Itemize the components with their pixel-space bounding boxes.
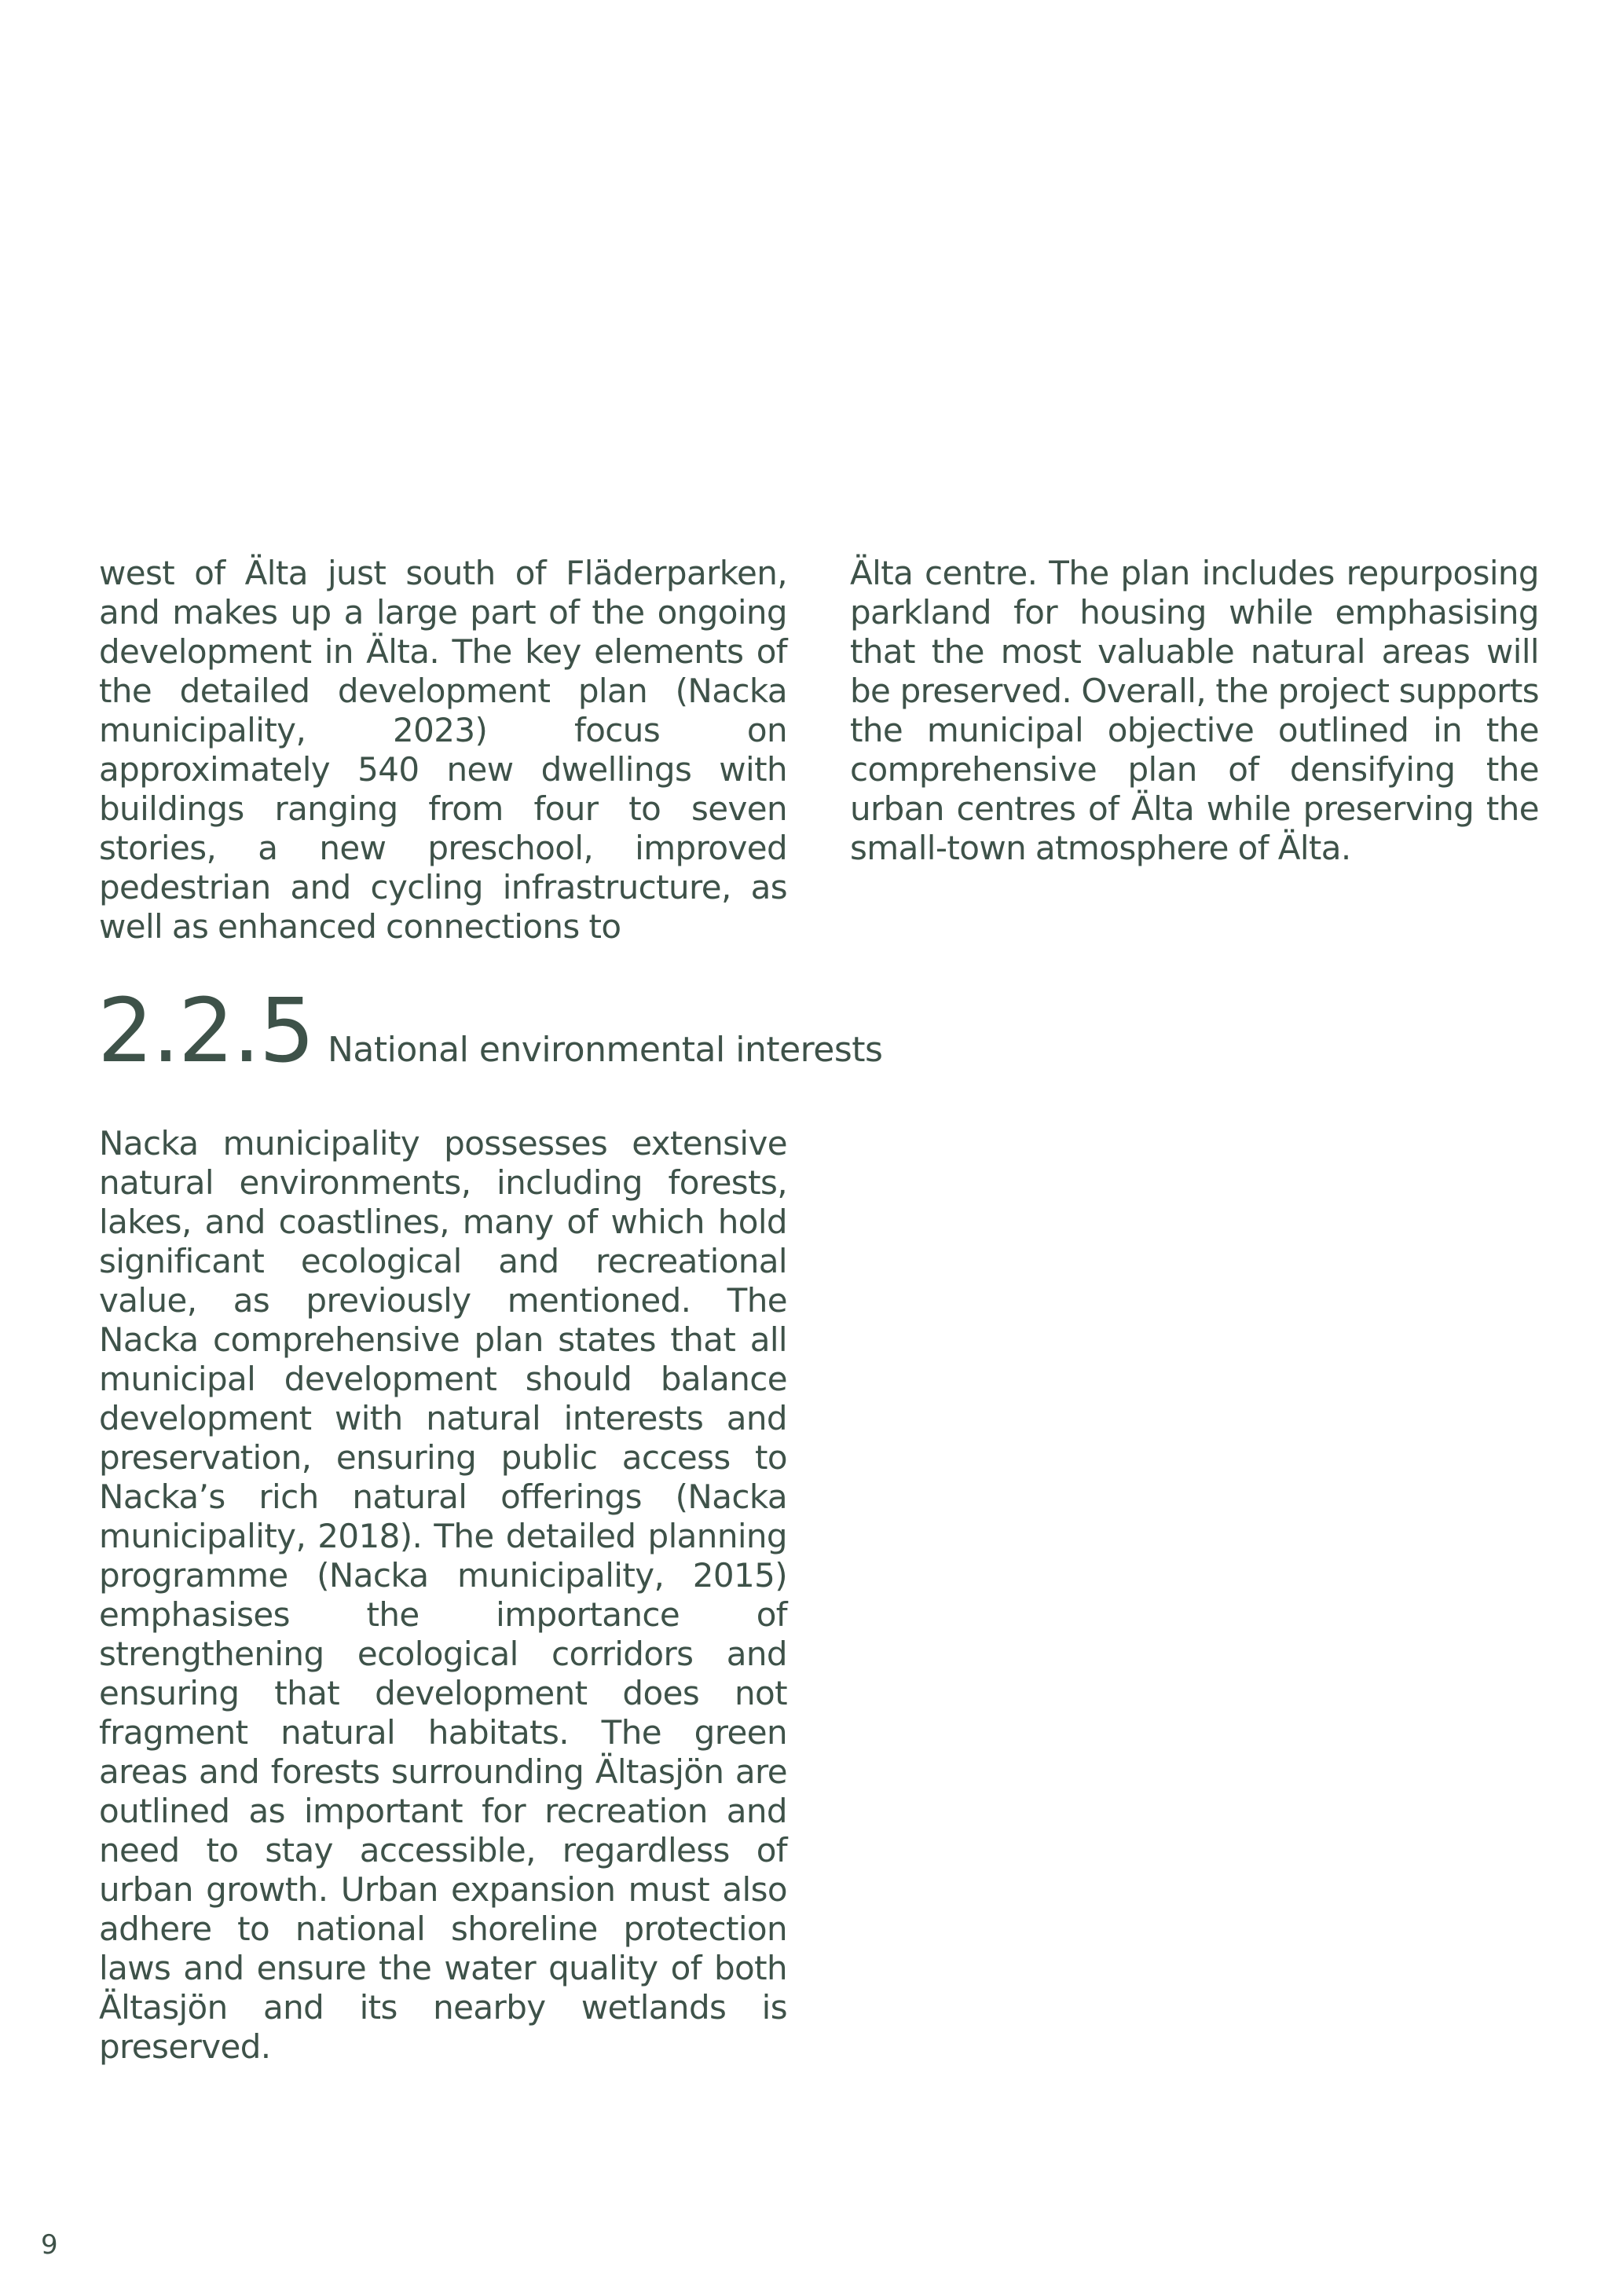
intro-left-paragraph: west of Älta just south of Fläderparken, and makes up a large part of the ongoing development in Älta. The key elements of the detailed development plan (Nacka municipality, 2023) focus on approximately 540 new dwellings with buildings ranging from four to seven stories, a new preschool, improved pedestrian and cycling infrastructure, as well as enhanced connections to [99,554,787,946]
intro-left-column [99,554,787,947]
section-title: National environmental interests [327,1030,883,1070]
intro-right-column [850,554,1539,868]
intro-right-paragraph: Älta centre. The plan includes repurposing parkland for housing while emphasising that the most valuable natural areas will be preserved. Overall, the project supports the municipal objective outlined in the comprehensive plan of densifying the urban centres of Älta while preserving the small-town atmosphere of Älta. [850,554,1539,867]
section-body-paragraph: Nacka municipality possesses extensive natural environments, including forests, lakes, and coastlines, many of which hold significant ecological and recreational value, as previously mentioned. The Nacka comprehensive plan states that all municipal development should balance development with natural interests and preservation, ensuring public access to Nacka’s rich natural offerings (Nacka municipality, 2018). The detailed planning programme (Nacka municipality, 2015) emphasises the importance of strengthening ecological corridors and ensuring that development does not fragment natural habitats. The green areas and forests surrounding Ältasjön are outlined as important for recreation and need to stay accessible, regardless of urban growth. Urban expansion must also adhere to national shoreline protection laws and ensure the water quality of both Ältasjön and its nearby wetlands is preserved. [99,1124,787,2066]
section-number: 2.2.5 [97,980,313,1082]
page-number: 9 [41,2229,58,2261]
section-heading [97,980,882,1082]
section-body-column [99,1124,787,2067]
